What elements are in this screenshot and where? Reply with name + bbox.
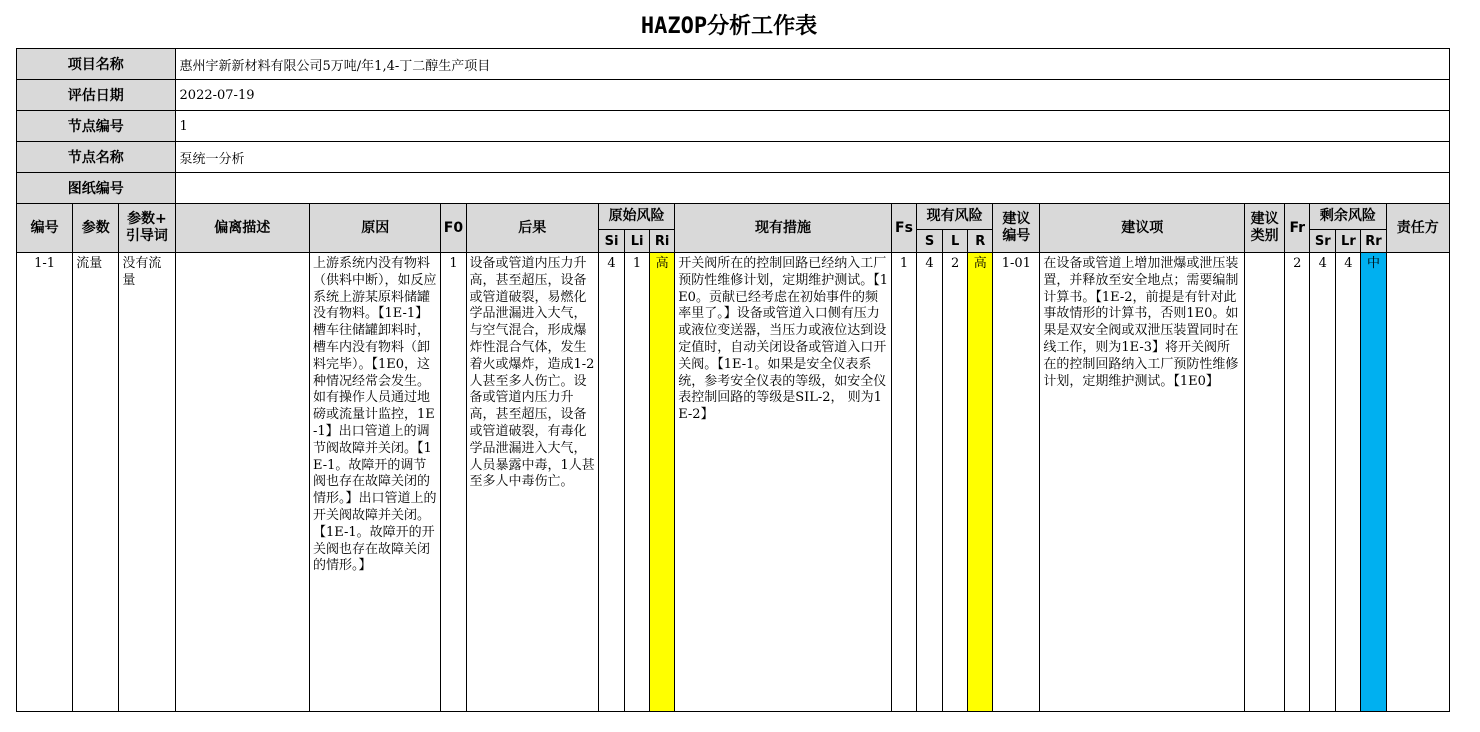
header-residual-risk: 剩余风险 (1310, 204, 1386, 230)
drawing-no-row (17, 173, 1450, 204)
row-cause: 上游系统内没有物料（供料中断），如反应系统上游某原料储罐没有物料。【1E-1】槽车往储罐卸料时，槽车内没有物料（卸料完毕）。【1E0，这种情况经常会发生。如有操作人员通过地磅或流量计监控，1E-1】出口管道上的调节阀故障并关闭。【1E-1。故障开的调节阀也存在故障关闭的情形。】出口管道上的开关阀故障并关闭。【1E-1。故障开的开关阀也存在故障关闭的情形。】 (309, 253, 440, 712)
header-owner: 责任方 (1386, 204, 1449, 253)
node-name-value: 泵统一分析 (175, 142, 1449, 173)
header-l: L (943, 230, 968, 253)
date-row (17, 80, 1450, 111)
header-rec-no: 建议 编号 (993, 204, 1040, 253)
row-no: 1-1 (17, 253, 73, 712)
row-lr: 4 (1336, 253, 1361, 712)
header-f0: F0 (441, 204, 466, 253)
date-value: 2022-07-19 (175, 80, 1449, 111)
header-current-risk: 现有风险 (917, 204, 993, 230)
row-rr-badge: 中 (1361, 253, 1386, 712)
row-fs: 1 (891, 253, 916, 712)
header-rr: Rr (1361, 230, 1386, 253)
row-l: 2 (943, 253, 968, 712)
date-label: 评估日期 (17, 80, 176, 111)
node-no-row (17, 111, 1450, 142)
node-no-label: 节点编号 (17, 111, 176, 142)
hazop-table (16, 48, 1450, 712)
page-title: HAZOP分析工作表 (640, 14, 818, 39)
row-si: 4 (598, 253, 624, 712)
drawing-no-label: 图纸编号 (17, 173, 176, 204)
header-no: 编号 (17, 204, 73, 253)
project-name-label: 项目名称 (17, 49, 176, 80)
header-r: R (968, 230, 993, 253)
header-existing-measures: 现有措施 (675, 204, 892, 253)
header-lr: Lr (1336, 230, 1361, 253)
row-ri-badge: 高 (650, 253, 675, 712)
header-cause: 原因 (309, 204, 440, 253)
header-param-guide: 参数+ 引导词 (119, 204, 175, 253)
header-param: 参数 (73, 204, 119, 253)
row-fr: 2 (1285, 253, 1310, 712)
header-li: Li (625, 230, 650, 253)
node-name-label: 节点名称 (17, 142, 176, 173)
header-s: S (917, 230, 943, 253)
row-consequence: 设备或管道内压力升高，甚至超压，设备或管道破裂，易燃化学品泄漏进入大气，与空气混合，形成爆炸性混合气体，发生着火或爆炸，造成1-2人甚至多人伤亡。设备或管道内压力升高，甚至超压，设备或管道破裂，有毒化学品泄漏进入大气，人员暴露中毒，1人甚至多人中毒伤亡。 (466, 253, 598, 712)
header-rec-type: 建议 类别 (1245, 204, 1285, 253)
row-guide: 没有流量 (119, 253, 175, 712)
row-param: 流量 (73, 253, 119, 712)
header-fs: Fs (891, 204, 916, 253)
row-deviation (175, 253, 309, 712)
header-ri: Ri (650, 230, 675, 253)
node-no-value: 1 (175, 111, 1449, 142)
project-name-value: 惠州宇新新材料有限公司5万吨/年1,4-丁二醇生产项目 (175, 49, 1449, 80)
row-rec-no: 1-01 (993, 253, 1040, 712)
header-fr: Fr (1285, 204, 1310, 253)
row-li: 1 (625, 253, 650, 712)
row-rec-type (1245, 253, 1285, 712)
header-deviation: 偏离描述 (175, 204, 309, 253)
row-r-badge: 高 (968, 253, 993, 712)
header-recommendation: 建议项 (1040, 204, 1245, 253)
project-name-row (17, 49, 1450, 80)
header-si: Si (598, 230, 624, 253)
column-header-row (17, 204, 1450, 230)
table-row (17, 253, 1450, 712)
row-recommendation: 在设备或管道上增加泄爆或泄压装置，并释放至安全地点；需要编制计算书。【1E-2，前提是有针对此事故情形的计算书，否则1E0。如果是双安全阀或双泄压装置同时在线工作，则为1E-3】将开关阀所在的控制回路纳入工厂预防性维修计划，定期维护测试。【1E0】 (1040, 253, 1245, 712)
row-s: 4 (917, 253, 943, 712)
row-owner (1386, 253, 1449, 712)
row-sr: 4 (1310, 253, 1336, 712)
row-f0: 1 (441, 253, 466, 712)
header-consequence: 后果 (466, 204, 598, 253)
header-initial-risk: 原始风险 (598, 204, 674, 230)
row-measures: 开关阀所在的控制回路已经纳入工厂预防性维修计划，定期维护测试。【1E0。贡献已经考虑在初始事件的频率里了。】设备或管道入口侧有压力或液位变送器，当压力或液位达到设定值时，自动关闭设备或管道入口开关阀。【1E-1。如果是安全仪表系统，参考安全仪表的等级，如安全仪表控制回路的等级是SIL-2， 则为1E-2】 (675, 253, 892, 712)
header-sr: Sr (1310, 230, 1336, 253)
drawing-no-value (175, 173, 1449, 204)
node-name-row (17, 142, 1450, 173)
